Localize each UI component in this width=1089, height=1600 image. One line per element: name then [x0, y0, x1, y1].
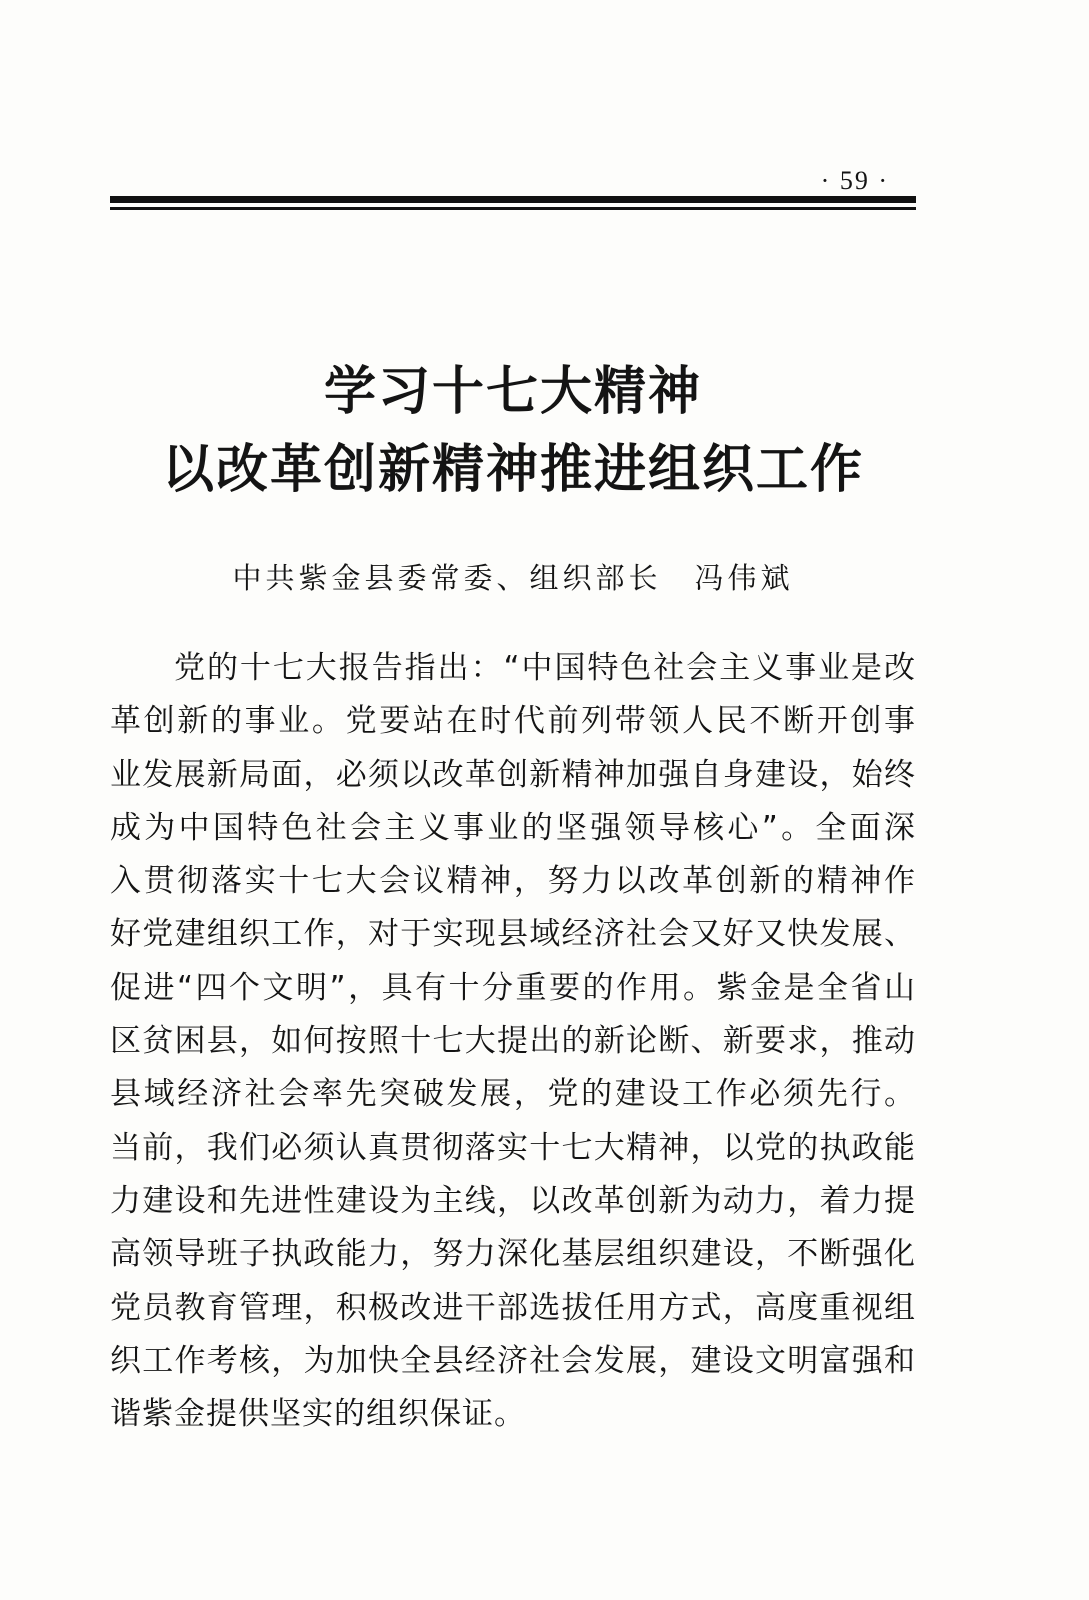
body-paragraph — [110, 642, 916, 1441]
body-line: 好党建组织工作，对于实现县域经济社会又好又快发展、 — [110, 916, 916, 953]
header-rule-thin — [110, 207, 916, 210]
body-line: 织工作考核，为加快全县经济社会发展，建设文明富强和 — [110, 1342, 916, 1379]
article-title-line-2: 以改革创新精神推进组织工作 — [161, 439, 864, 500]
body-line: 党的十七大报告指出：“中国特色社会主义事业是改 — [174, 650, 916, 686]
body-line: 党员教育管理，积极改进干部选拔任用方式，高度重视组 — [110, 1289, 916, 1326]
body-line: 入贯彻落实十七大会议精神，努力以改革创新的精神作 — [110, 863, 916, 900]
body-line-last: 谐紫金提供坚实的组织保证。 — [110, 1396, 526, 1433]
body-line: 县域经济社会率先突破发展，党的建设工作必须先行。 — [110, 1076, 916, 1113]
body-line: 力建设和先进性建设为主线，以改革创新为动力，着力提 — [110, 1182, 916, 1219]
body-line: 业发展新局面，必须以改革创新精神加强自身建设，始终 — [110, 756, 916, 793]
header-rule — [110, 196, 916, 203]
body-line: 革创新的事业。党要站在时代前列带领人民不断开创事 — [110, 703, 916, 740]
body-line: 促进“四个文明”，具有十分重要的作用。紫金是全省山 — [110, 969, 916, 1006]
body-line: 高领导班子执政能力，努力深化基层组织建设，不断强化 — [110, 1236, 916, 1273]
page-number: · 59 · — [820, 166, 889, 195]
author-byline: 中共紫金县委常委、组织部长 冯伟斌 — [232, 561, 794, 595]
body-line: 当前，我们必须认真贯彻落实十七大精神，以党的执政能 — [110, 1129, 916, 1166]
article-title-line-1: 学习十七大精神 — [323, 361, 702, 422]
body-line: 成为中国特色社会主义事业的坚强领导核心”。全面深 — [110, 809, 916, 846]
body-line: 区贫困县，如何按照十七大提出的新论断、新要求，推动 — [110, 1023, 916, 1060]
